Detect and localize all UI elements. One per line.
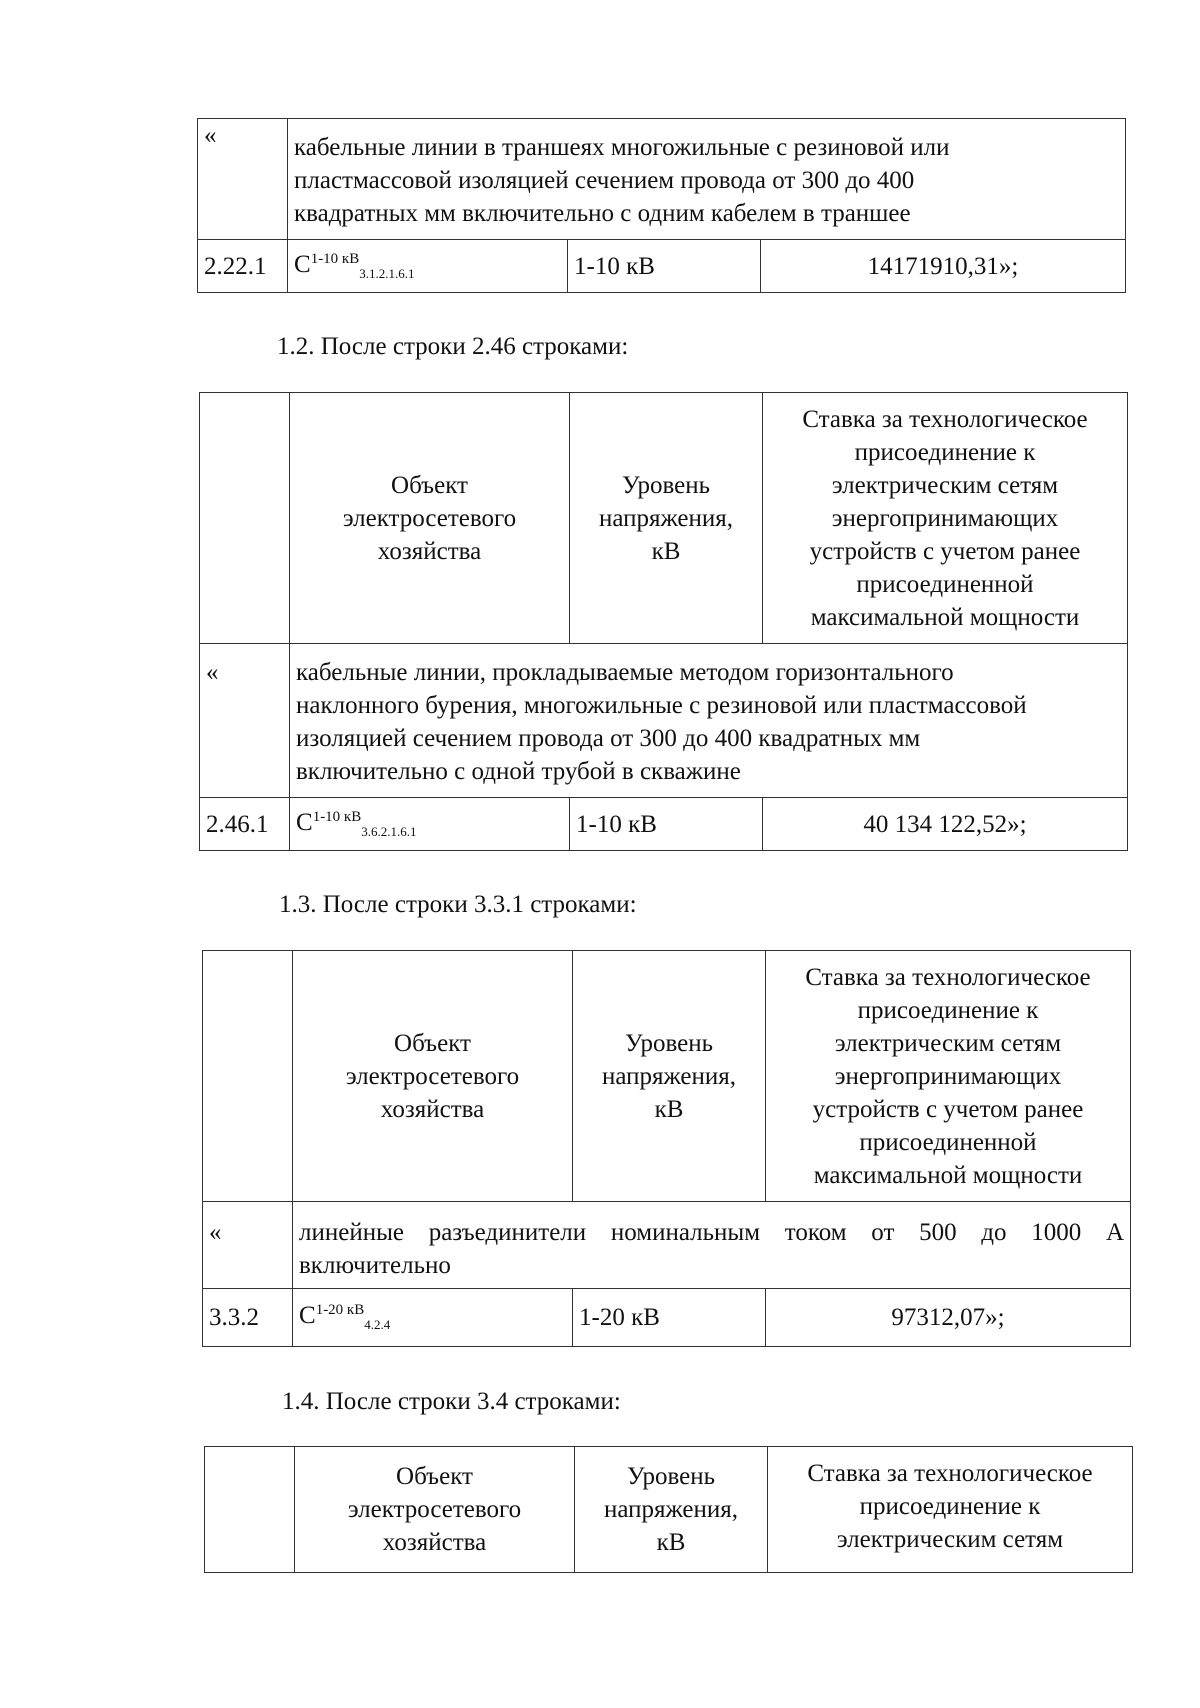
header-object: Объект электросетевого хозяйства — [293, 951, 573, 1202]
header-empty-cell — [200, 393, 290, 644]
voltage-level: 1-10 кВ — [570, 798, 763, 851]
rate-value: 97312,07»; — [766, 1289, 1131, 1347]
section-1-4: 1.4. После строки 3.4 строками: — [282, 1388, 621, 1415]
header-voltage: Уровень напряжения, кВ — [570, 393, 763, 644]
row-number: 2.22.1 — [198, 240, 288, 293]
rate-value: 40 134 122,52»; — [763, 798, 1128, 851]
object-description: кабельные линии в траншеях многожильные с резиновой или пластмассовой изоляцией сечением провода от 300 до 400 квадратных мм включительно с одним кабелем в траншее — [288, 119, 1126, 240]
table-3-4 — [204, 1446, 1133, 1573]
header-empty-cell — [203, 951, 293, 1202]
object-description: кабельные линии, прокладываемые методом горизонтального наклонного бурения, многожильные с резиновой или пластмассовой изоляцией сечением провода от 300 до 400 квадратных мм включительно с одной трубой в скважине — [290, 644, 1128, 798]
rate-value: 14171910,31»; — [761, 240, 1126, 293]
header-voltage: Уровень напряжения, кВ — [573, 951, 766, 1202]
rate-symbol: $С^{1-20 кВ}_{4.2.4}$ — [293, 1289, 573, 1347]
rate-symbol: $С^{1-10 кВ}_{3.6.2.1.6.1}$ — [290, 798, 570, 851]
quote-cell: « — [203, 1202, 293, 1289]
header-rate: Ставка за технологическое присоединение к электрическим сетям энергопринимающих устройств с учетом ранее присоединенной максимальной мощности — [763, 393, 1128, 644]
voltage-level: 1-10 кВ — [568, 240, 761, 293]
section-1-3: 1.3. После строки 3.3.1 строками: — [279, 891, 637, 918]
header-object: Объект электросетевого хозяйства — [295, 1447, 575, 1573]
header-rate: Ставка за технологическое присоединение к электрическим сетям энергопринимающих устройств с учетом ранее присоединенной максимальной мощности — [766, 951, 1131, 1202]
header-rate: Ставка за технологическое присоединение к электрическим сетям — [768, 1447, 1133, 1573]
row-number: 2.46.1 — [200, 798, 290, 851]
table-3-3 — [202, 950, 1131, 1347]
header-voltage: Уровень напряжения, кВ — [575, 1447, 768, 1573]
quote-cell: « — [198, 119, 288, 240]
table-2-22 — [197, 118, 1126, 293]
row-number: 3.3.2 — [203, 1289, 293, 1347]
object-description: линейные разъединители номинальным током от 500 до 1000 А включительно — [293, 1202, 1131, 1289]
voltage-level: 1-20 кВ — [573, 1289, 766, 1347]
header-empty-cell — [205, 1447, 295, 1573]
section-1-2: 1.2. После строки 2.46 строками: — [277, 333, 629, 360]
quote-cell: « — [200, 644, 290, 798]
table-2-46 — [199, 392, 1128, 851]
header-object: Объект электросетевого хозяйства — [290, 393, 570, 644]
rate-symbol: $С^{1-10 кВ}_{3.1.2.1.6.1}$ — [288, 240, 568, 293]
